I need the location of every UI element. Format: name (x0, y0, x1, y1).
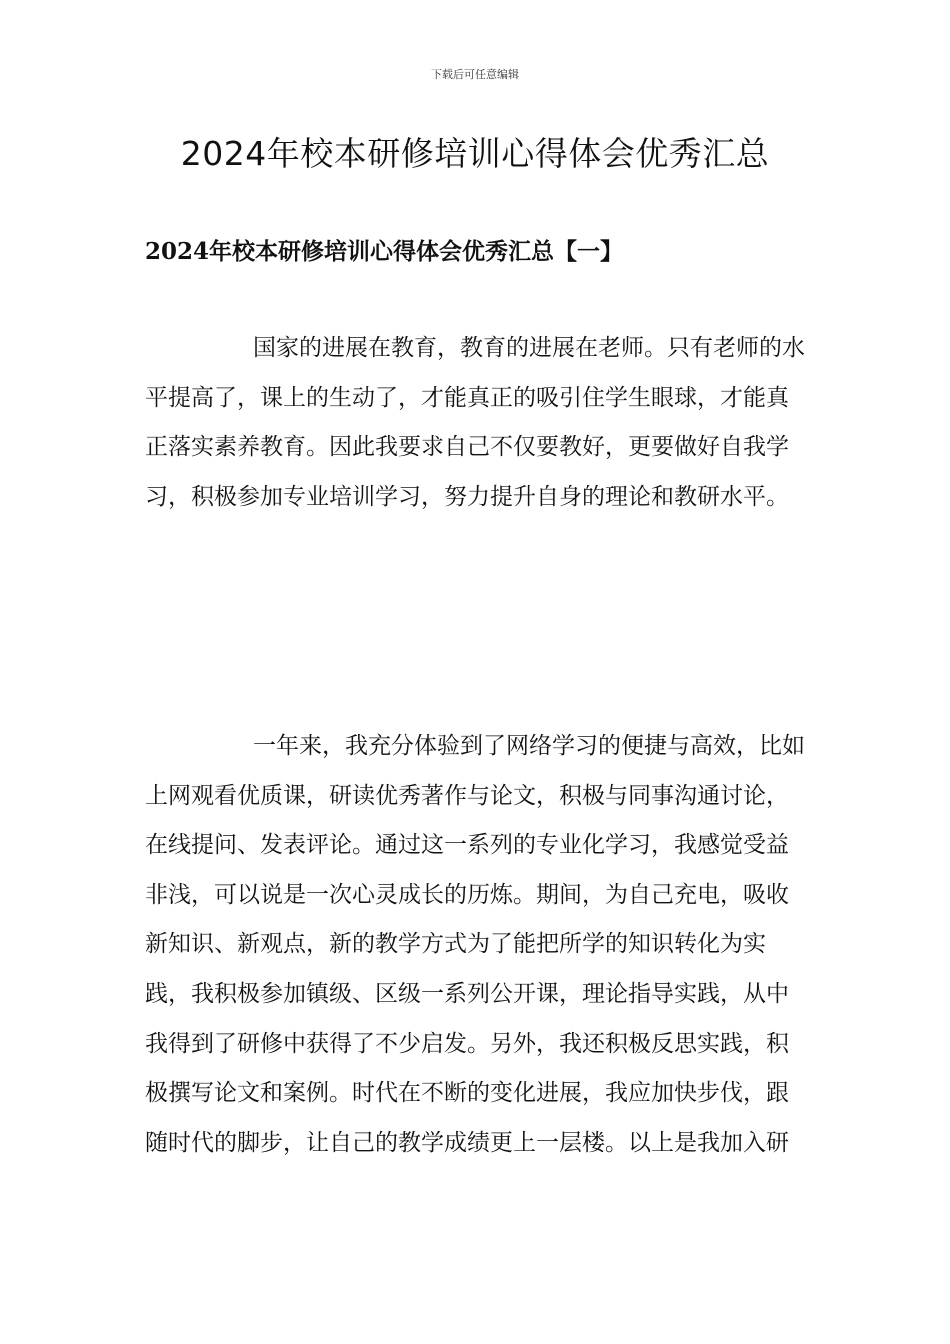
section-heading: 2024年校本研修培训心得体会优秀汇总【一】 (145, 238, 624, 265)
header-note: 下载后可任意编辑 (431, 68, 519, 81)
document-title: 2024年校本研修培训心得体会优秀汇总 (180, 134, 770, 173)
body-paragraph-2: 一年来，我充分体验到了网络学习的便捷与高效，比如上网观看优质课，研读优秀著作与论文，积极与同事沟通讨论，在线提问、发表评论。通过这一系列的专业化学习，我感觉受益非浅，可以说是一次心灵成长的历炼。期间，为自己充电，吸收新知识、新观点，新的教学方式为了能把所学的知识转化为实践，我积极参加镇级、区级一系列公开课，理论指导实践，从中我得到了研修中获得了不少启发。另外，我还积极反思实践，积极撰写论文和案例。时代在不断的变化进展，我应加快步伐，跟随时代的脚步，让自己的教学成绩更上一层楼。以上是我加入研 (145, 733, 805, 1156)
body-paragraph-1: 国家的进展在教育，教育的进展在老师。只有老师的水平提高了，课上的生动了，才能真正的吸引住学生眼球，才能真正落实素养教育。因此我要求自己不仅要教好，更要做好自我学习，积极参加专业培训学习，努力提升自身的理论和教研水平。 (145, 335, 805, 510)
